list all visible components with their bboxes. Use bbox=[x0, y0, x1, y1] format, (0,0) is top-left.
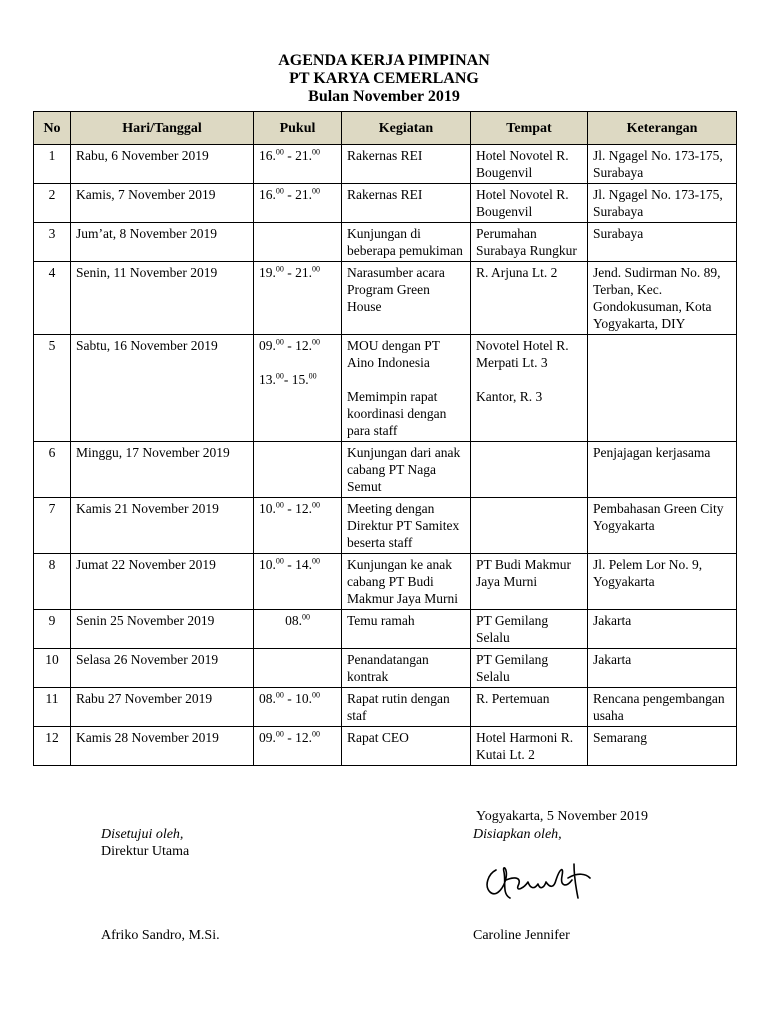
activity-text: Kunjungan dari anak cabang PT Naga Semut bbox=[347, 445, 461, 494]
time-m1: 00 bbox=[275, 500, 284, 510]
time-range bbox=[259, 264, 336, 281]
row-date: Senin, 11 November 2019 bbox=[71, 262, 254, 335]
row-number: 3 bbox=[34, 223, 71, 262]
activity-text: Rakernas REI bbox=[347, 148, 423, 163]
row-activity bbox=[342, 610, 471, 649]
time-h2: 12. bbox=[295, 730, 312, 745]
row-note: Pembahasan Green City Yogyakarta bbox=[588, 498, 737, 554]
table-row bbox=[34, 649, 737, 688]
row-place bbox=[471, 335, 588, 442]
table-row bbox=[34, 688, 737, 727]
document-title: AGENDA KERJA PIMPINAN bbox=[278, 52, 490, 69]
time-sep: - bbox=[283, 148, 296, 163]
activity-text: MOU dengan PT Aino Indonesia bbox=[347, 338, 440, 370]
activity-text: Narasumber acara Program Green House bbox=[347, 265, 445, 314]
row-place bbox=[471, 688, 588, 727]
activity-text: Kunjungan ke anak cabang PT Budi Makmur Jaya Murni bbox=[347, 557, 458, 606]
time-m1: 00 bbox=[275, 729, 284, 739]
company-name: PT KARYA CEMERLANG bbox=[289, 70, 479, 87]
time-m1: 00 bbox=[275, 556, 284, 566]
approver-name: Afriko Sandro, M.Si. bbox=[101, 928, 220, 943]
table-row bbox=[34, 262, 737, 335]
approved-label: Disetujui oleh, bbox=[101, 827, 184, 842]
row-number: 6 bbox=[34, 442, 71, 498]
row-time bbox=[254, 727, 342, 766]
activity-text: Rakernas REI bbox=[347, 187, 423, 202]
row-place bbox=[471, 145, 588, 184]
row-note: Penjajagan kerjasama bbox=[588, 442, 737, 498]
place-text: Novotel Hotel R. Merpati Lt. 3 bbox=[476, 338, 569, 370]
row-activity bbox=[342, 688, 471, 727]
time-sep: - bbox=[283, 730, 296, 745]
row-time bbox=[254, 223, 342, 262]
activity-text: Rapat rutin dengan staf bbox=[347, 691, 450, 723]
time-m1: 00 bbox=[275, 690, 284, 700]
row-number: 1 bbox=[34, 145, 71, 184]
activity-text: Meeting dengan Direktur PT Samitex beserta staff bbox=[347, 501, 460, 550]
agenda-body bbox=[34, 145, 737, 766]
row-date: Senin 25 November 2019 bbox=[71, 610, 254, 649]
time-h1: 09. bbox=[259, 730, 276, 745]
time-sep: - bbox=[283, 265, 296, 280]
row-date: Selasa 26 November 2019 bbox=[71, 649, 254, 688]
row-activity bbox=[342, 223, 471, 262]
time-h1: 10. bbox=[259, 501, 276, 516]
row-activity bbox=[342, 498, 471, 554]
row-date: Kamis 21 November 2019 bbox=[71, 498, 254, 554]
row-time bbox=[254, 688, 342, 727]
row-note: Jakarta bbox=[588, 649, 737, 688]
time-range bbox=[259, 371, 336, 388]
place-text: Perumahan Surabaya Rungkur bbox=[476, 226, 577, 258]
time-sep: - bbox=[283, 338, 296, 353]
row-number: 2 bbox=[34, 184, 71, 223]
table-row bbox=[34, 184, 737, 223]
row-activity bbox=[342, 554, 471, 610]
activity-text: Temu ramah bbox=[347, 613, 415, 628]
place-text: R. Arjuna Lt. 2 bbox=[476, 265, 558, 280]
row-time bbox=[254, 649, 342, 688]
row-number: 7 bbox=[34, 498, 71, 554]
row-place bbox=[471, 442, 588, 498]
time-sep: - bbox=[283, 691, 296, 706]
row-date: Sabtu, 16 November 2019 bbox=[71, 335, 254, 442]
time-range bbox=[259, 186, 336, 203]
column-header: Pukul bbox=[254, 112, 342, 145]
row-time bbox=[254, 498, 342, 554]
row-note: Surabaya bbox=[588, 223, 737, 262]
row-date: Jumat 22 November 2019 bbox=[71, 554, 254, 610]
time-h1: 09. bbox=[259, 338, 276, 353]
row-number: 10 bbox=[34, 649, 71, 688]
time-h2: 12. bbox=[295, 501, 312, 516]
row-number: 11 bbox=[34, 688, 71, 727]
time-h2: 21. bbox=[295, 187, 312, 202]
time-m2: 00 bbox=[312, 690, 320, 700]
time-m1: 00 bbox=[275, 186, 284, 196]
agenda-table bbox=[33, 111, 737, 766]
preparer-name: Caroline Jennifer bbox=[473, 928, 570, 943]
table-row bbox=[34, 554, 737, 610]
row-activity bbox=[342, 145, 471, 184]
time-sep: - bbox=[283, 372, 292, 387]
row-place bbox=[471, 184, 588, 223]
row-time bbox=[254, 442, 342, 498]
row-activity bbox=[342, 262, 471, 335]
time-h2: 10. bbox=[295, 691, 312, 706]
place-text: PT Gemilang Selalu bbox=[476, 652, 549, 684]
row-date: Rabu, 6 November 2019 bbox=[71, 145, 254, 184]
time-h2: 15. bbox=[291, 372, 309, 387]
time-h1: 16. bbox=[259, 187, 276, 202]
row-place bbox=[471, 610, 588, 649]
time-sep: - bbox=[283, 557, 296, 572]
activity-text: Rapat CEO bbox=[347, 730, 409, 745]
activity-text: Memimpin rapat koordinasi dengan para staff bbox=[347, 389, 447, 438]
row-date: Rabu 27 November 2019 bbox=[71, 688, 254, 727]
row-number: 5 bbox=[34, 335, 71, 442]
row-place bbox=[471, 223, 588, 262]
row-note: Jl. Ngagel No. 173-175, Surabaya bbox=[588, 184, 737, 223]
column-header: Hari/Tanggal bbox=[71, 112, 254, 145]
place-text: Hotel Harmoni R. Kutai Lt. 2 bbox=[476, 730, 574, 762]
time-range bbox=[259, 690, 336, 707]
time-m2: 00 bbox=[312, 264, 320, 274]
time-h1: 13. bbox=[259, 372, 276, 387]
row-date: Kamis, 7 November 2019 bbox=[71, 184, 254, 223]
row-place bbox=[471, 498, 588, 554]
time-h1: 16. bbox=[259, 148, 276, 163]
row-time bbox=[254, 145, 342, 184]
row-place bbox=[471, 554, 588, 610]
activity-text: Kunjungan di beberapa pemukiman bbox=[347, 226, 463, 258]
table-row bbox=[34, 335, 737, 442]
place-text: PT Gemilang Selalu bbox=[476, 613, 549, 645]
row-note: Jl. Ngagel No. 173-175, Surabaya bbox=[588, 145, 737, 184]
row-note: Jl. Pelem Lor No. 9, Yogyakarta bbox=[588, 554, 737, 610]
column-header: No bbox=[34, 112, 71, 145]
table-row bbox=[34, 727, 737, 766]
column-header: Keterangan bbox=[588, 112, 737, 145]
time-sep: - bbox=[283, 501, 296, 516]
time-range bbox=[259, 337, 336, 354]
time-m2: 00 bbox=[312, 500, 320, 510]
time-range bbox=[259, 500, 336, 517]
table-row bbox=[34, 442, 737, 498]
time-m2: 00 bbox=[312, 729, 320, 739]
document-header bbox=[0, 52, 768, 106]
time-h2: 21. bbox=[295, 148, 312, 163]
row-place bbox=[471, 727, 588, 766]
time-m2: 00 bbox=[312, 556, 320, 566]
handwritten-signature bbox=[482, 858, 592, 904]
row-time bbox=[254, 262, 342, 335]
row-place bbox=[471, 649, 588, 688]
time-h2: 14. bbox=[295, 557, 312, 572]
column-header: Tempat bbox=[471, 112, 588, 145]
time-range bbox=[259, 612, 336, 629]
time-sep: - bbox=[283, 187, 296, 202]
row-note: Semarang bbox=[588, 727, 737, 766]
row-time bbox=[254, 610, 342, 649]
time-h2: 21. bbox=[295, 265, 312, 280]
time-m1: 00 bbox=[275, 371, 284, 381]
approver-title: Direktur Utama bbox=[101, 844, 190, 859]
period-label: Bulan November 2019 bbox=[308, 88, 460, 105]
row-note: Jakarta bbox=[588, 610, 737, 649]
place-text: Hotel Novotel R. Bougenvil bbox=[476, 187, 569, 219]
time-h1: 19. bbox=[259, 265, 276, 280]
time-m2: 00 bbox=[312, 147, 320, 157]
place-date: Yogyakarta, 5 November 2019 bbox=[476, 809, 648, 824]
place-text: Hotel Novotel R. Bougenvil bbox=[476, 148, 569, 180]
row-activity bbox=[342, 184, 471, 223]
time-h2: 12. bbox=[295, 338, 312, 353]
row-number: 8 bbox=[34, 554, 71, 610]
row-number: 9 bbox=[34, 610, 71, 649]
time-m1: 00 bbox=[275, 147, 284, 157]
table-row bbox=[34, 223, 737, 262]
time-m2: 00 bbox=[308, 371, 317, 381]
row-note: Jend. Sudirman No. 89, Terban, Kec. Gondokusuman, Kota Yogyakarta, DIY bbox=[588, 262, 737, 335]
place-text: Kantor, R. 3 bbox=[476, 389, 543, 404]
row-time bbox=[254, 554, 342, 610]
place-text: R. Pertemuan bbox=[476, 691, 550, 706]
row-date: Kamis 28 November 2019 bbox=[71, 727, 254, 766]
time-m1: 00 bbox=[275, 264, 284, 274]
activity-text: Penandatangan kontrak bbox=[347, 652, 429, 684]
row-date: Jum’at, 8 November 2019 bbox=[71, 223, 254, 262]
time-range bbox=[259, 556, 336, 573]
row-activity bbox=[342, 727, 471, 766]
row-activity bbox=[342, 442, 471, 498]
time-range bbox=[259, 729, 336, 746]
column-header: Kegiatan bbox=[342, 112, 471, 145]
table-row bbox=[34, 145, 737, 184]
time-m2: 00 bbox=[312, 337, 320, 347]
row-number: 4 bbox=[34, 262, 71, 335]
row-note: Rencana pengembangan usaha bbox=[588, 688, 737, 727]
row-time bbox=[254, 184, 342, 223]
prepared-label: Disiapkan oleh, bbox=[473, 827, 562, 842]
time-range bbox=[259, 147, 336, 164]
time-h1: 08. bbox=[259, 691, 276, 706]
table-row bbox=[34, 498, 737, 554]
row-note bbox=[588, 335, 737, 442]
time-h1: 08. bbox=[285, 613, 302, 628]
table-header-row bbox=[34, 112, 737, 145]
time-m2: 00 bbox=[312, 186, 320, 196]
row-activity bbox=[342, 649, 471, 688]
row-number: 12 bbox=[34, 727, 71, 766]
row-date: Minggu, 17 November 2019 bbox=[71, 442, 254, 498]
row-place bbox=[471, 262, 588, 335]
row-activity bbox=[342, 335, 471, 442]
place-text: PT Budi Makmur Jaya Murni bbox=[476, 557, 572, 589]
time-h1: 10. bbox=[259, 557, 276, 572]
time-m1: 00 bbox=[301, 612, 310, 622]
row-time bbox=[254, 335, 342, 442]
time-m1: 00 bbox=[275, 337, 284, 347]
table-row bbox=[34, 610, 737, 649]
